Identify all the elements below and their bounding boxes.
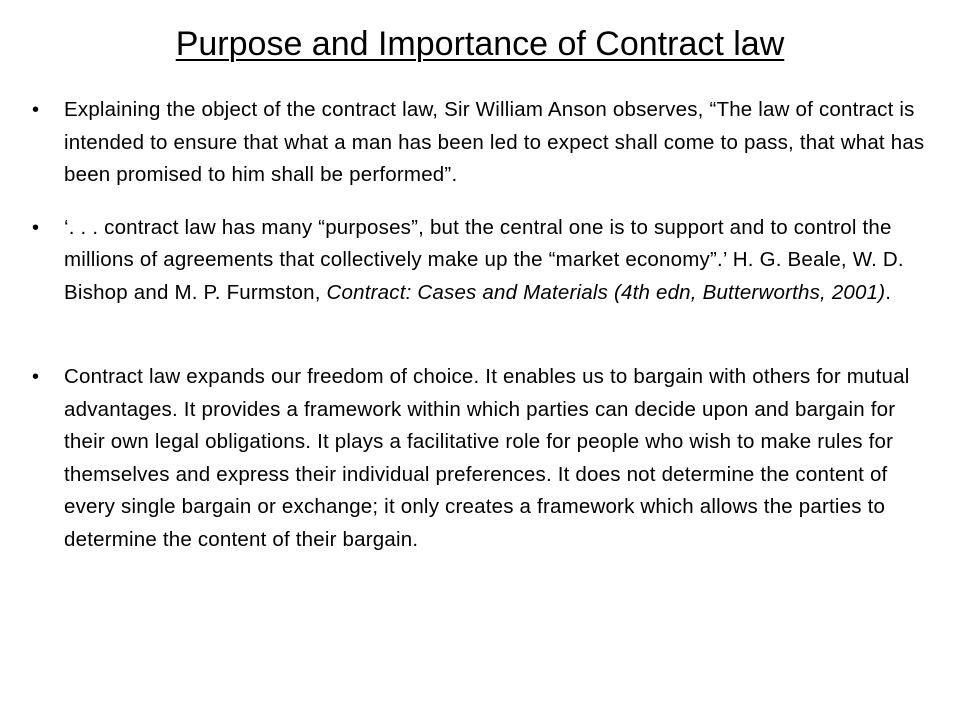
bullet-item-freedom: [32, 361, 932, 556]
citation-tail: .: [885, 280, 892, 304]
bullet-text: ‘. . . contract law has many “purposes”, but the central one is to support and to control the millions of agreements that collectively make up the “market economy”.’ H. G. Beale, W. D. Bishop and M. P. Furmston,: [64, 215, 904, 304]
bullet-text: Contract law expands our freedom of choice. It enables us to bargain with others for mutual advantages. It provides a framework within which parties can decide upon and bargain for their own legal obligations. It plays a facilitative role for people who wish to make rules for themselves and express their individual preferences. It does not determine the content of every single bargain or exchange; it only creates a framework which allows the parties to determine the content of their bargain.: [64, 365, 910, 551]
bullet-dot-icon: •: [32, 216, 40, 239]
bullet-dot-icon: •: [32, 99, 40, 121]
bullet-item-anson: [32, 94, 932, 192]
bullet-item-beale: [32, 212, 932, 310]
bullet-dot-icon: •: [32, 366, 40, 388]
bullet-text: Explaining the object of the contract law, Sir William Anson observes, “The law of contract is intended to ensure that what a man has been led to expect shall come to pass, that what has been promised to him shall be performed”.: [64, 98, 925, 186]
bullet-list: [32, 94, 932, 556]
citation-text: Contract: Cases and Materials (4th edn, Butterworths, 2001): [326, 280, 886, 304]
slide-title: Purpose and Importance of Contract law: [175, 25, 785, 63]
